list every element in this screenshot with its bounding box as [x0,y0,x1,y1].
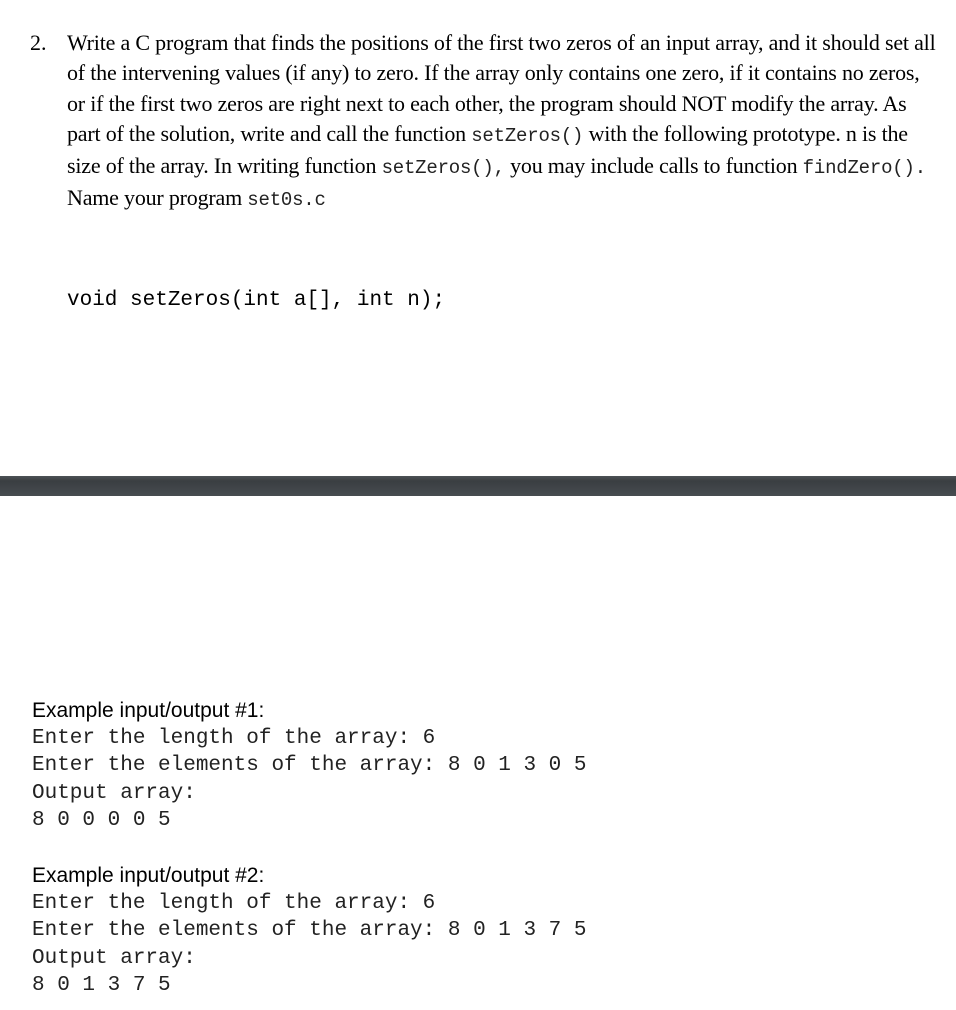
problem-text-part-4: Name your program [67,185,248,211]
code-filename: set0s.c [247,189,326,212]
problem-statement [30,28,942,216]
problem-number: 2. [30,30,47,55]
example-line: Enter the elements of the array: 8 0 1 3 0 5 [32,754,587,778]
example-heading: Example input/output #1: [32,699,265,722]
example-block-1 [32,697,932,834]
code-findzero-ref: findZero(). [802,157,926,180]
example-heading: Example input/output #2: [32,864,265,887]
example-line: Enter the length of the array: 6 [32,892,436,915]
problem-text-part-2: with the following prototype. n is the size of the array. In writing function [67,120,908,179]
code-setzeros-call: setZeros() [471,124,584,147]
code-setzeros-ref: setZeros(), [381,157,505,180]
example-line: 8 0 1 3 7 5 [32,973,171,997]
example-line: Enter the length of the array: 6 [32,727,436,750]
example-line: Output array: [32,781,196,805]
example-line: 8 0 0 0 0 5 [32,808,171,832]
function-prototype: void setZeros(int a[], int n); [67,289,446,312]
section-divider [0,476,956,496]
problem-text-part-3: you may include calls to function [504,153,803,179]
example-line: Output array: [32,946,196,970]
example-line: Enter the elements of the array: 8 0 1 3 7 5 [32,919,587,943]
example-block-2 [32,862,932,999]
problem-paragraph [67,28,942,216]
problem-text-part-1: Write a C program that finds the positions of the first two zeros of an input array, and it should set all of the intervening values (if any) to zero. If the array only contains one zero, if it contains no zeros, or if the first two zeros are right next to each other, the program should NOT modify the array. As part of the solution, write and call the function [67,30,936,146]
